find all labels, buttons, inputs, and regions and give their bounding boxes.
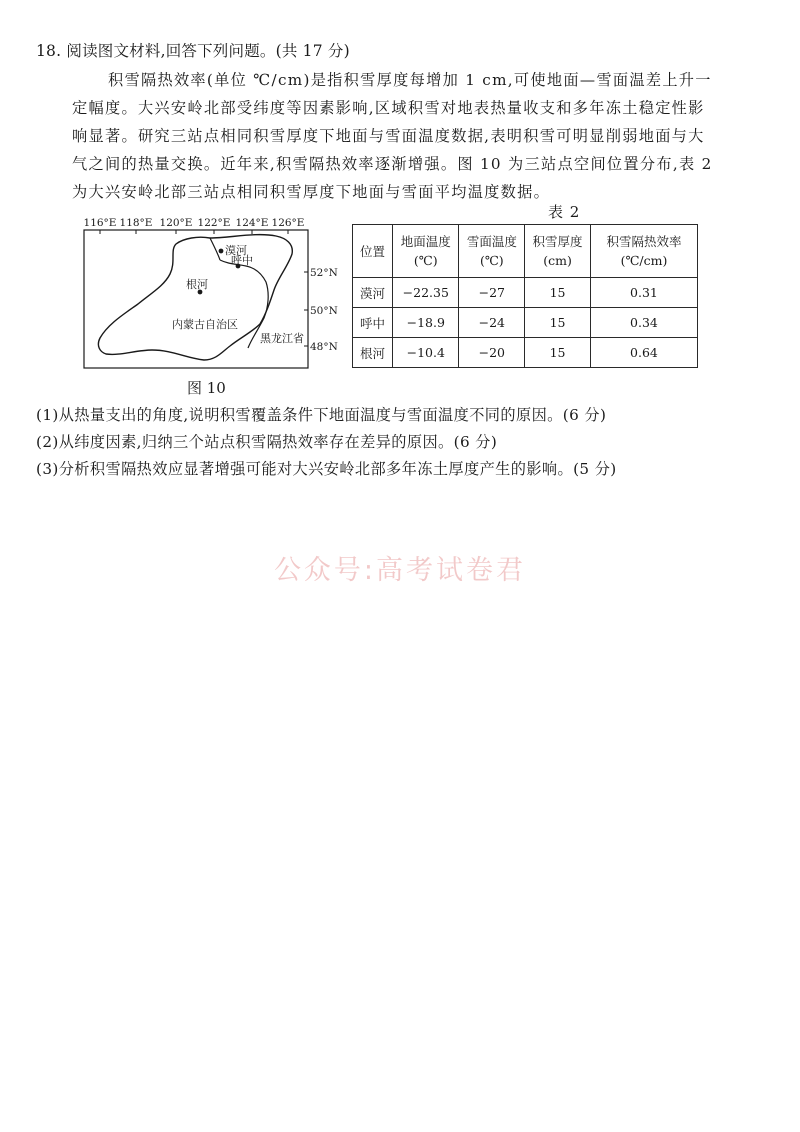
temperature-table [352,224,698,368]
intro-line: 气之间的热量交换。近年来,积雪隔热效率逐渐增强。图 10 为三站点空间位置分布,表 2 [72,155,713,173]
cell-location: 呼中 [353,308,393,338]
cell-snow-surface-temp: −27 [459,278,525,308]
header-ground-temp: 地面温度 (℃) [393,225,459,278]
station-label-mohe: 漠河 [225,244,247,257]
cell-snow-surface-temp: −24 [459,308,525,338]
sub-question: (3)分析积雪隔热效应显著增强可能对大兴安岭北部多年冻土厚度产生的影响。(5 分) [36,460,617,478]
cell-location: 漠河 [353,278,393,308]
table-row [353,308,698,338]
table-row [353,338,698,368]
cell-ground-temp: −18.9 [393,308,459,338]
header-insulation-efficiency: 积雪隔热效率 (℃/cm) [590,225,697,278]
cell-snow-depth: 15 [525,278,591,308]
table-caption: 表 2 [548,203,581,221]
intro-line: 定幅度。大兴安岭北部受纬度等因素影响,区域积雪对地表热量收支和多年冻土稳定性影 [72,99,705,117]
intro-line: 积雪隔热效率(单位 ℃/cm)是指积雪厚度每增加 1 cm,可使地面—雪面温差上升一 [108,71,712,89]
cell-snow-surface-temp: −20 [459,338,525,368]
sub-questions [36,402,776,483]
longitude-label: 120°E [159,217,193,229]
cell-insulation-efficiency: 0.31 [590,278,697,308]
station-label-huzhong: 呼中 [231,254,253,267]
header-location: 位置 [353,225,393,278]
longitude-label: 124°E [235,217,269,229]
latitude-label: 48°N [310,341,338,353]
station-dot-mohe [219,249,224,254]
map-caption: 图 10 [187,379,226,397]
latitude-label: 50°N [310,305,338,317]
question-title: 18. 阅读图文材料,回答下列问题。(共 17 分) [36,42,350,60]
intro-line: 为大兴安岭北部三站点相同积雪厚度下地面与雪面平均温度数据。 [72,183,551,201]
region-label-heilongjiang: 黑龙江省 [260,332,304,345]
cell-insulation-efficiency: 0.64 [590,338,697,368]
latitude-label: 52°N [310,267,338,279]
longitude-label: 116°E [83,217,117,229]
longitude-label: 122°E [197,217,231,229]
header-snow-depth: 积雪厚度 (cm) [525,225,591,278]
question-intro [72,66,778,206]
station-map [80,214,340,374]
watermark: 公众号:高考试卷君 [273,555,527,586]
station-map-figure [80,214,340,374]
cell-insulation-efficiency: 0.34 [590,308,697,338]
cell-ground-temp: −22.35 [393,278,459,308]
table-row [353,278,698,308]
cell-ground-temp: −10.4 [393,338,459,368]
map-frame [84,230,308,368]
sub-question: (2)从纬度因素,归纳三个站点积雪隔热效率存在差异的原因。(6 分) [36,433,498,451]
longitude-label: 118°E [119,217,153,229]
table-header-row [353,225,698,278]
cell-snow-depth: 15 [525,338,591,368]
station-label-genhe: 根河 [186,278,208,291]
header-snow-surface-temp: 雪面温度 (℃) [459,225,525,278]
cell-location: 根河 [353,338,393,368]
sub-question: (1)从热量支出的角度,说明积雪覆盖条件下地面温度与雪面温度不同的原因。(6 分) [36,406,607,424]
longitude-label: 126°E [271,217,305,229]
intro-line: 响显著。研究三站点相同积雪厚度下地面与雪面温度数据,表明积雪可明显削弱地面与大 [72,127,705,145]
region-label-inner-mongolia: 内蒙古自治区 [172,318,238,331]
cell-snow-depth: 15 [525,308,591,338]
